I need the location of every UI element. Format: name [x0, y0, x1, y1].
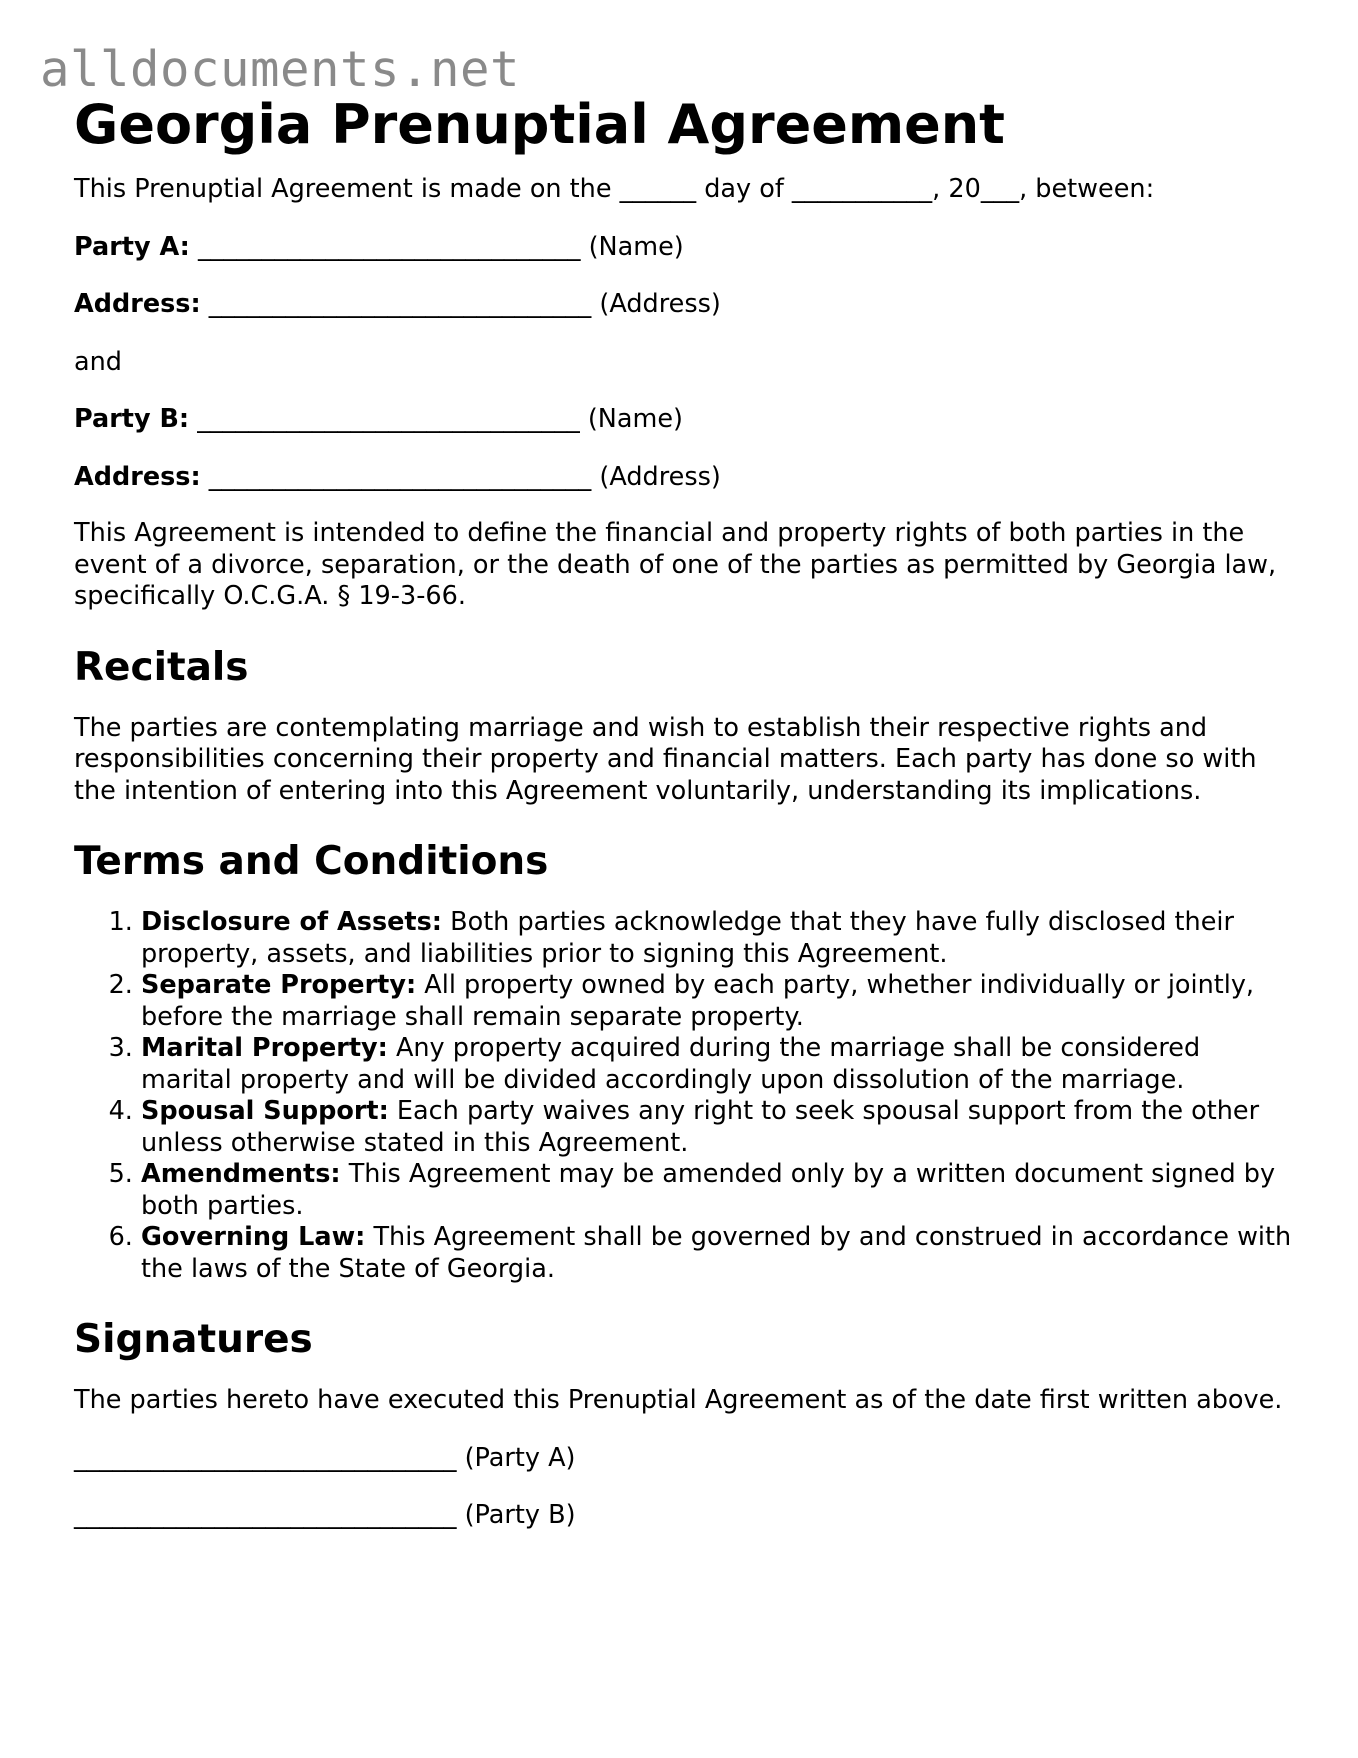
intro-text: This Prenuptial Agreement is made on the ______ day of ___________, 20___, between:: [74, 174, 1155, 204]
document-page: [74, 90, 1294, 1532]
and-text: and: [74, 346, 122, 377]
signature-blank: ______________________________: [74, 1442, 457, 1473]
recitals-heading: Recitals: [74, 644, 249, 690]
party-a-address-hint: (Address): [599, 289, 721, 319]
signatures-heading: Signatures: [74, 1317, 313, 1362]
party-a-name-hint: (Name): [588, 231, 684, 262]
party-b-name-row: [74, 404, 1294, 436]
term-label: Marital Property:: [141, 1033, 388, 1063]
term-item-spousal-support: [141, 1096, 1294, 1159]
party-a-address-blank: ______________________________: [208, 289, 592, 319]
term-text: Each party waives any right to seek spousal support from the other unless otherwise stated in this Agreement.: [141, 1096, 1260, 1158]
term-text: All property owned by each party, whether individually or jointly, before the marriage shall remain separate property.: [141, 970, 1255, 1032]
term-label: Spousal Support:: [141, 1096, 389, 1126]
signature-hint: (Party B): [464, 1500, 576, 1530]
term-item-separate-property: [141, 970, 1294, 1033]
terms-list: [74, 907, 1294, 1285]
purpose-text: This Agreement is intended to define the financial and property rights of both parties in the event of a divorce, separation, or the death of one of the parties as permitted by Georgia law, specifically O.C.G.A. § 19-3-66.: [74, 518, 1277, 611]
term-item-disclosure: [141, 907, 1294, 970]
watermark: alldocuments.net: [40, 41, 521, 98]
signature-hint: (Party A): [464, 1442, 576, 1473]
party-b-label: Party B:: [74, 404, 190, 434]
party-b-address-blank: ______________________________: [208, 461, 592, 492]
party-b-name-blank: ______________________________: [197, 404, 580, 434]
signature-line-party-a: [74, 1443, 1294, 1475]
terms-heading: Terms and Conditions: [74, 839, 549, 884]
signatures-text: The parties hereto have executed this Prenuptial Agreement as of the date first written above.: [74, 1385, 1283, 1415]
term-text: Any property acquired during the marriage shall be considered marital property and will be divided accordingly upon dissolution of the marriage.: [141, 1033, 1201, 1095]
signature-blank: ______________________________: [74, 1500, 457, 1530]
party-a-address-row: [74, 289, 1294, 321]
term-text: This Agreement shall be governed by and construed in accordance with the laws of the State of Georgia.: [141, 1222, 1292, 1284]
party-b-address-label: Address:: [74, 461, 201, 492]
recitals-text: The parties are contemplating marriage and wish to establish their respective rights and responsibilities concerning their property and financial matters. Each party has done so with the intention of entering into this Agreement voluntarily, understanding its implications.: [74, 712, 1257, 806]
party-b-address-hint: (Address): [599, 461, 721, 492]
term-text: This Agreement may be amended only by a written document signed by both parties.: [141, 1159, 1276, 1221]
party-b-address-row: [74, 462, 1294, 494]
term-text: Both parties acknowledge that they have fully disclosed their property, assets, and liabilities prior to signing this Agreement.: [141, 907, 1234, 969]
term-item-marital-property: [141, 1033, 1294, 1096]
party-a-address-label: Address:: [74, 289, 201, 319]
term-label: Amendments:: [141, 1159, 341, 1189]
term-item-governing-law: [141, 1222, 1294, 1285]
term-label: Disclosure of Assets:: [141, 907, 442, 937]
party-a-name-row: [74, 232, 1294, 264]
party-b-name-hint: (Name): [587, 404, 683, 434]
term-label: Separate Property:: [141, 970, 417, 1000]
signature-line-party-b: [74, 1500, 1294, 1532]
term-item-amendments: [141, 1159, 1294, 1222]
party-a-name-blank: ______________________________: [198, 231, 581, 262]
party-a-label: Party A:: [74, 231, 190, 262]
term-label: Governing Law:: [141, 1222, 366, 1252]
page-title: Georgia Prenuptial Agreement: [74, 93, 1005, 156]
